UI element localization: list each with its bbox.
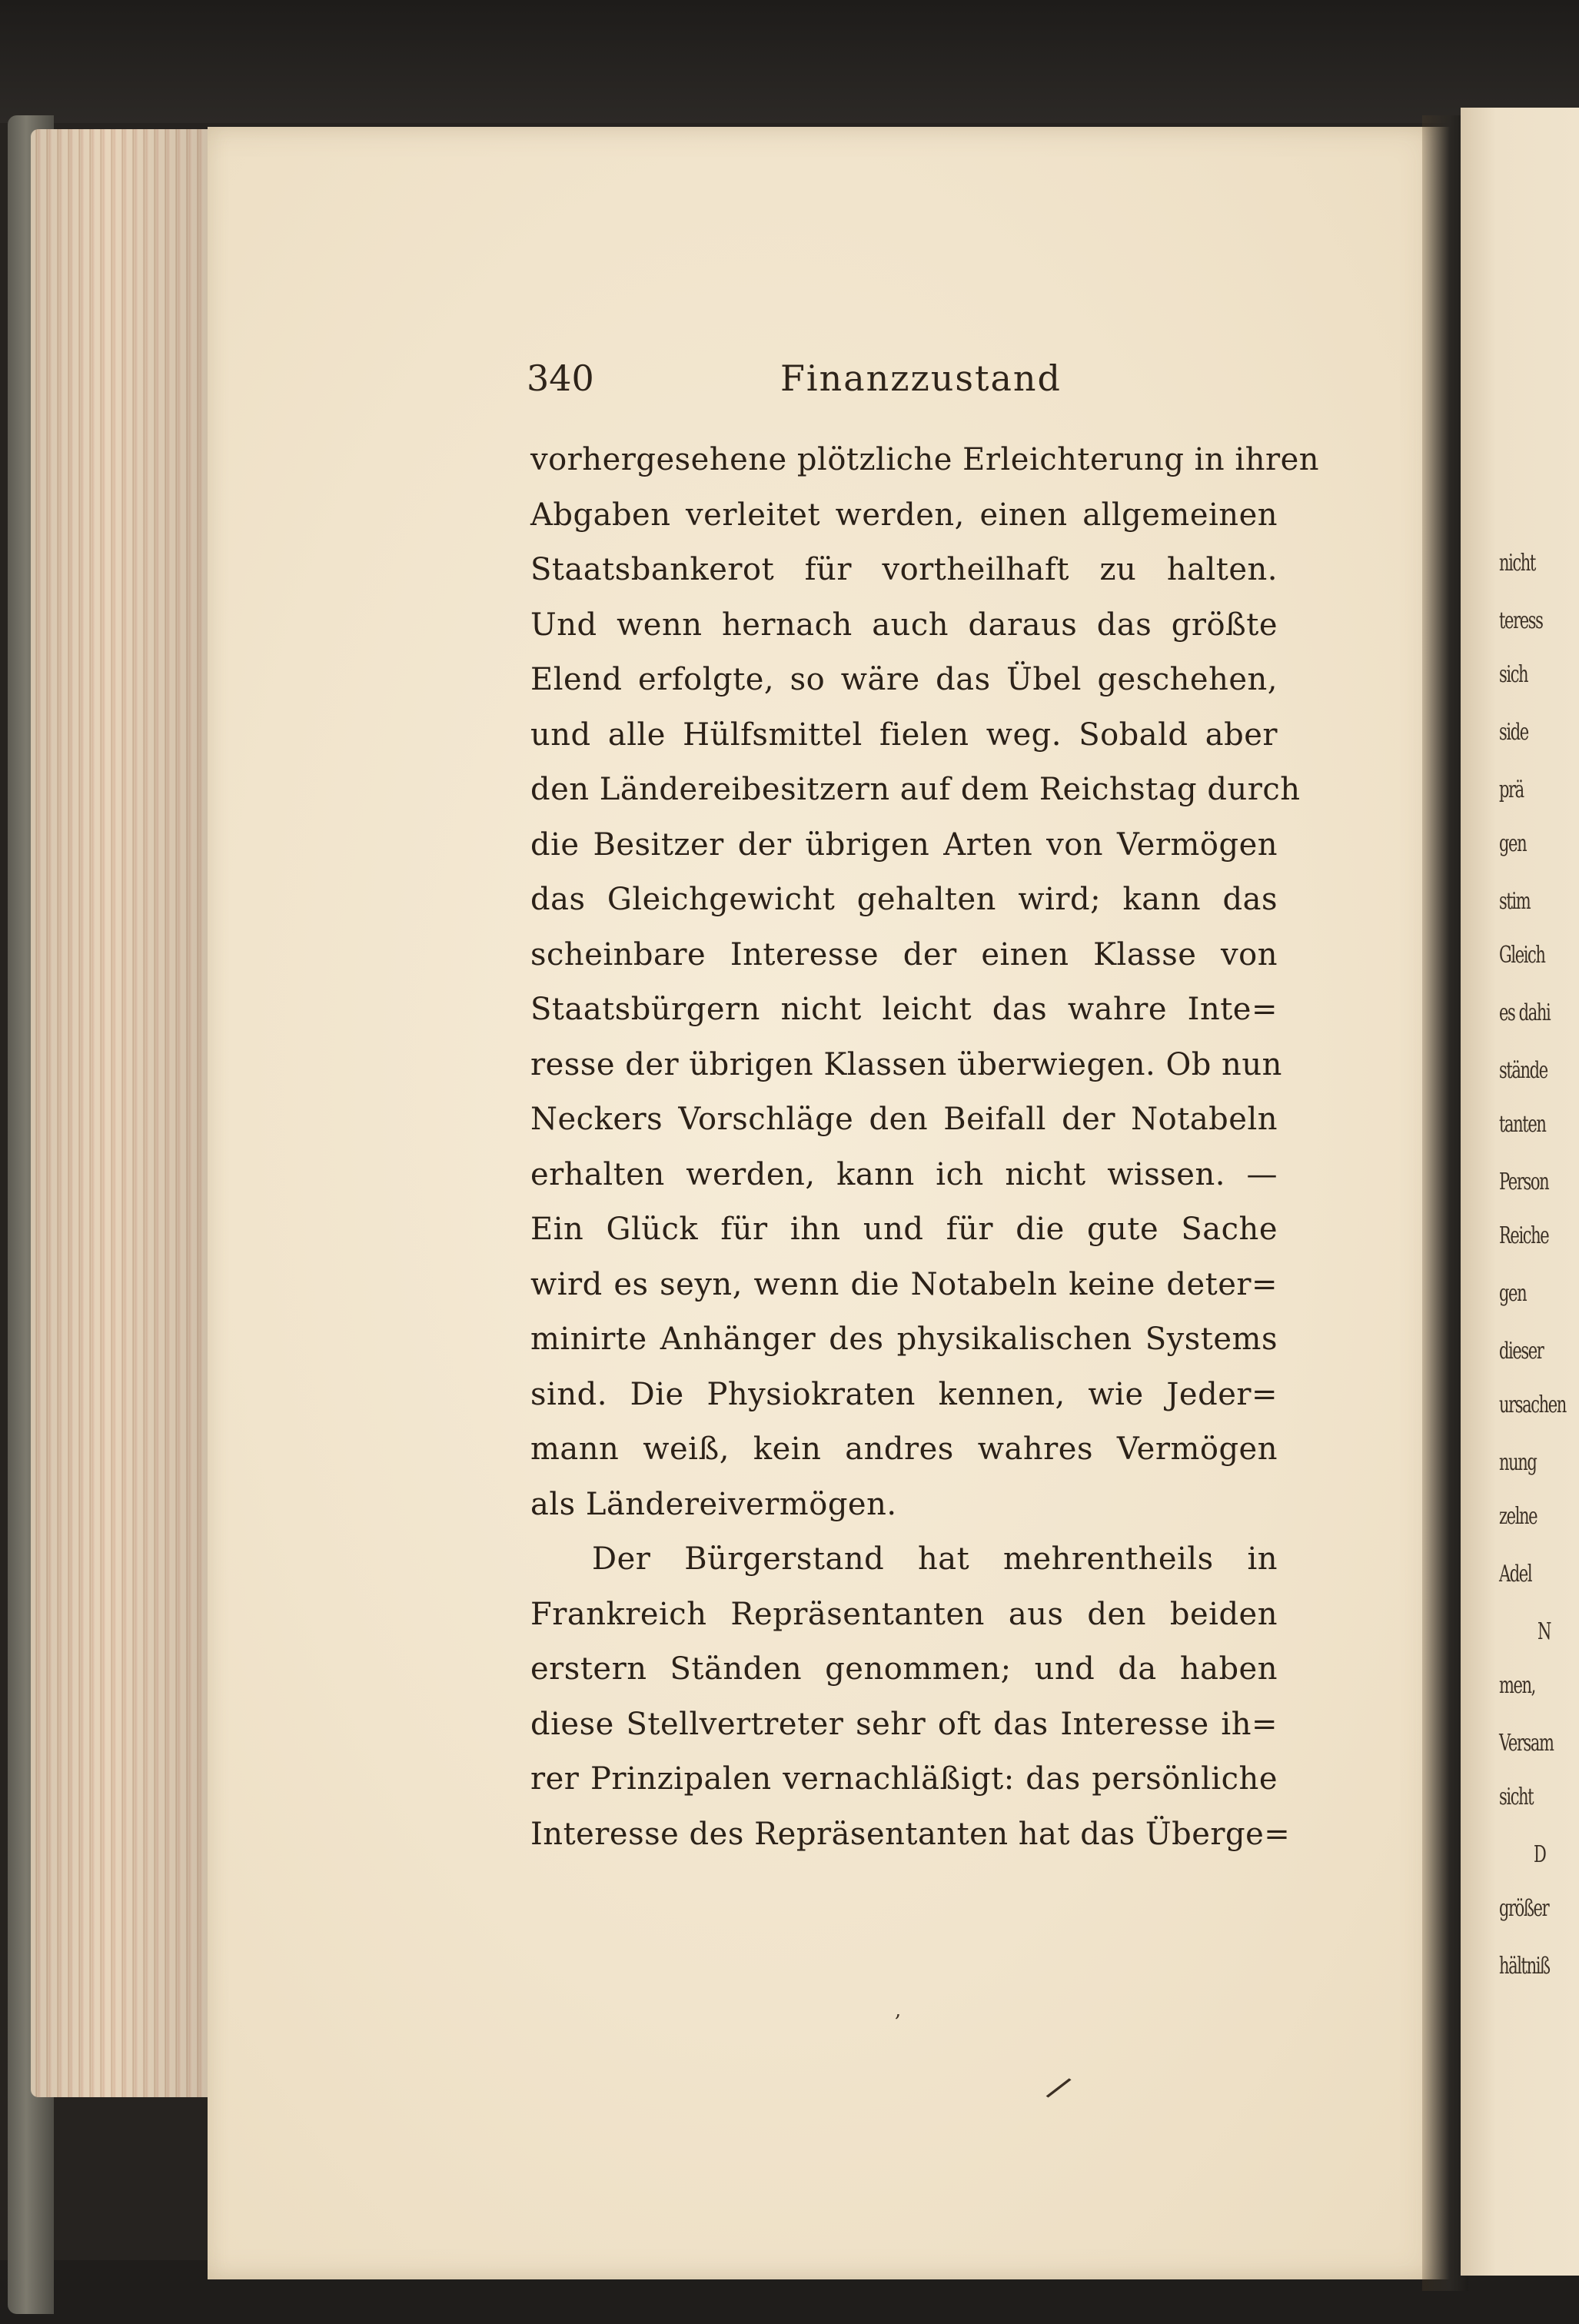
dot-mark: ,: [895, 1999, 902, 2022]
pencil-mark: /: [1042, 2068, 1075, 2107]
text-line: Elend erfolgte, so wäre das Übel geschehen,: [530, 662, 1278, 697]
facing-text: größer: [1499, 1895, 1549, 1922]
facing-text: prä: [1499, 776, 1524, 803]
facing-text: gen: [1499, 830, 1527, 857]
page-number: 340: [527, 357, 594, 399]
facing-text: Versam: [1499, 1730, 1554, 1757]
text-line: und alle Hülfsmittel fielen weg. Sobald aber: [530, 716, 1278, 753]
text-line: das Gleichgewicht gehalten wird; kann das: [530, 882, 1278, 917]
running-title: Finanzzustand: [780, 357, 1062, 399]
text-line: die Besitzer der übrigen Arten von Vermögen: [530, 826, 1278, 863]
facing-text: tanten: [1499, 1111, 1546, 1138]
facing-text: sicht: [1499, 1784, 1534, 1810]
facing-text: ursachen: [1499, 1391, 1566, 1418]
text-line: den Ländereibesitzern auf dem Reichstag durch: [530, 772, 1301, 807]
facing-text: D: [1534, 1841, 1546, 1868]
facing-text: side: [1499, 719, 1528, 746]
facing-text: Person: [1499, 1169, 1549, 1195]
text-line: sind. Die Physiokraten kennen, wie Jeder=: [530, 1376, 1278, 1412]
text-line: Abgaben verleitet werden, einen allgemeinen: [530, 497, 1278, 533]
facing-text: men,: [1499, 1672, 1535, 1699]
text-line: Frankreich Repräsentanten aus den beiden: [530, 1596, 1278, 1632]
text-line: Staatsbankerot für vortheilhaft zu halten.: [530, 552, 1278, 587]
body-text: [530, 433, 1320, 1862]
right-page-fragment: [1461, 108, 1579, 2276]
text-line: vorhergesehene plötzliche Erleichterung in ihren: [530, 442, 1320, 477]
text-line: wird es seyn, wenn die Notabeln keine deter=: [530, 1266, 1278, 1302]
text-line: rer Prinzipalen vernachläßigt: das persönliche: [530, 1761, 1278, 1797]
facing-text: zelne: [1499, 1503, 1537, 1530]
text-line: Und wenn hernach auch daraus das größte: [530, 607, 1278, 643]
text-line: Interesse des Repräsentanten hat das Überge=: [530, 1816, 1291, 1852]
facing-text: hältniß: [1499, 1953, 1550, 1980]
text-line: scheinbare Interesse der einen Klasse von: [530, 936, 1278, 972]
text-line: erstern Ständen genommen; und da haben: [530, 1651, 1278, 1687]
facing-text: stände: [1499, 1057, 1547, 1084]
facing-text: es dahi: [1499, 999, 1551, 1026]
text-line: mann weiß, kein andres wahres Vermögen: [530, 1431, 1278, 1467]
text-line: diese Stellvertreter sehr oft das Interesse ih=: [530, 1706, 1278, 1742]
facing-text: sich: [1499, 661, 1528, 688]
text-line: als Ländereivermögen.: [530, 1486, 897, 1522]
facing-text: dieser: [1499, 1338, 1544, 1365]
facing-text: Reiche: [1499, 1222, 1549, 1249]
facing-text: N: [1537, 1618, 1551, 1645]
facing-text: Adel: [1499, 1561, 1532, 1588]
text-line: resse der übrigen Klassen überwiegen. Ob nun: [530, 1046, 1282, 1082]
text-line: Ein Glück für ihn und für die gute Sache: [530, 1212, 1278, 1247]
facing-text: gen: [1499, 1280, 1527, 1307]
facing-text: teress: [1499, 607, 1543, 634]
text-line: Staatsbürgern nicht leicht das wahre Inte=: [530, 992, 1278, 1027]
facing-text: nung: [1499, 1449, 1537, 1476]
page-edges-shadow: [31, 129, 223, 2097]
facing-text: nicht: [1499, 550, 1535, 577]
backdrop-top: [0, 0, 1579, 123]
text-line: minirte Anhänger des physikalischen Systems: [530, 1322, 1278, 1357]
text-line: Neckers Vorschläge den Beifall der Notabeln: [530, 1102, 1278, 1137]
running-head: [527, 357, 1295, 404]
text-line: erhalten werden, kann ich nicht wissen. —: [530, 1156, 1278, 1192]
facing-text: Gleich: [1499, 942, 1545, 969]
facing-text: stim: [1499, 888, 1531, 915]
paragraph-first-line: Der Bürgerstand hat mehrentheils in: [592, 1541, 1278, 1577]
